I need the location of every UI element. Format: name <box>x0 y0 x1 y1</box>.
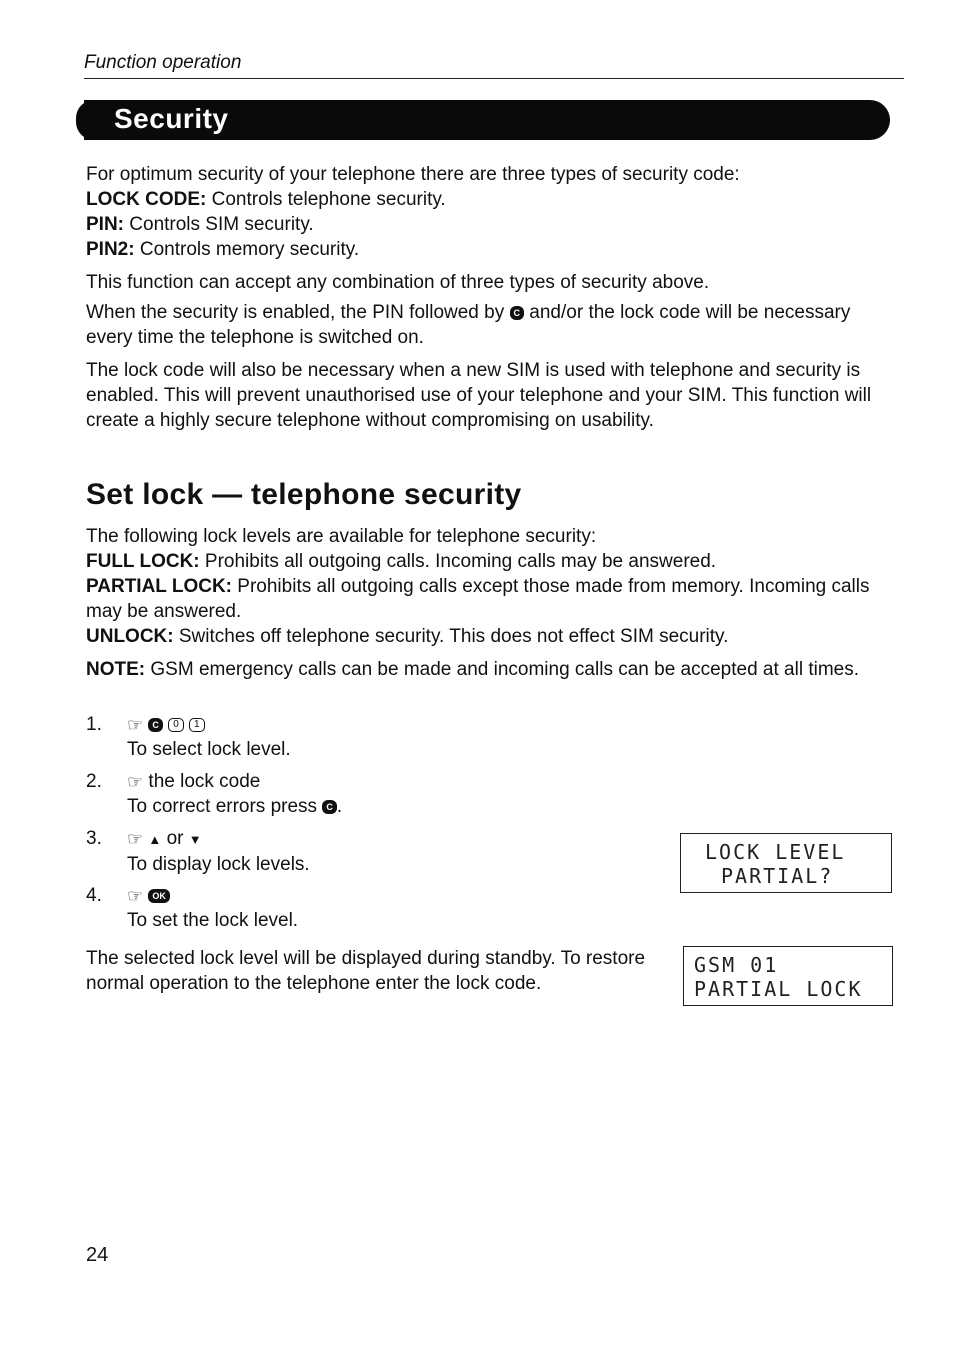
clear-key-icon: C <box>510 306 525 320</box>
step-3-desc: To display lock levels. <box>127 854 310 875</box>
lcd-line-1: LOCK LEVEL <box>705 840 846 864</box>
step-2-desc: To correct errors press C . <box>127 796 343 817</box>
partial-lock-def: PARTIAL LOCK: Prohibits all outgoing calls except those made from memory. Incoming calls may be answered. <box>86 576 870 622</box>
note-paragraph: NOTE: GSM emergency calls can be made and incoming calls can be accepted at all times. <box>86 659 860 680</box>
full-lock-def: FULL LOCK: Prohibits all outgoing calls. Incoming calls may be answered. <box>86 551 717 572</box>
step-4 <box>127 883 298 933</box>
section-name: Function operation <box>84 52 242 73</box>
lock-code-def: LOCK CODE: Controls telephone security. <box>86 189 446 210</box>
lock-levels <box>86 524 886 649</box>
clear-key-icon: C <box>322 800 337 814</box>
standby-paragraph: The selected lock level will be displayed during standby. To restore normal operation to the telephone enter the lock code. <box>86 948 646 994</box>
section-banner <box>84 100 890 140</box>
pointing-hand-icon: ☞ <box>127 886 144 906</box>
enabled-paragraph: When the security is enabled, the PIN followed by C and/or the lock code will be necessary every time the telephone is switched on. <box>86 302 851 348</box>
lcd-lock-level <box>680 833 892 893</box>
pointing-hand-icon: ☞ <box>127 829 144 849</box>
lock-code-paragraph: The lock code will also be necessary when a new SIM is used with telephone and security is enabled. This will prevent unauthorised use of your telephone and your SIM. This function will create a highly secure telephone without compromising on usability. <box>86 360 872 431</box>
key-1-icon: 1 <box>189 718 205 732</box>
step-4-keys <box>127 883 298 908</box>
levels-intro: The following lock levels are available for telephone security: <box>86 526 597 547</box>
running-header <box>84 52 904 79</box>
lcd-line-2: PARTIAL? <box>721 864 834 888</box>
pointing-hand-icon: ☞ <box>127 772 144 792</box>
lcd-line-1: GSM 01 <box>694 953 779 977</box>
intro-line: For optimum security of your telephone there are three types of security code: <box>86 164 740 185</box>
up-arrow-key-icon: ▲ <box>148 832 162 847</box>
step-1-desc: To select lock level. <box>127 739 291 760</box>
step-3-number: 3. <box>86 828 102 849</box>
step-4-number: 4. <box>86 885 102 906</box>
clear-key-icon: C <box>148 718 163 732</box>
combination-paragraph: This function can accept any combination of three types of security above. <box>86 272 710 293</box>
step-1 <box>127 712 291 762</box>
intro-paragraph <box>86 162 886 262</box>
step-2-line: ☞ the lock code <box>127 769 342 794</box>
lcd-line-2: PARTIAL LOCK <box>694 977 863 1001</box>
down-arrow-key-icon: ▼ <box>188 832 202 847</box>
section-title: Set lock — telephone security <box>86 478 522 511</box>
step-1-number: 1. <box>86 714 102 735</box>
unlock-def: UNLOCK: Switches off telephone security. This does not effect SIM security. <box>86 626 729 647</box>
step-2 <box>127 769 342 819</box>
pin2-def: PIN2: Controls memory security. <box>86 239 360 260</box>
step-1-keys <box>127 712 291 737</box>
page-number: 24 <box>86 1244 109 1266</box>
pin-def: PIN: Controls SIM security. <box>86 214 314 235</box>
step-4-desc: To set the lock level. <box>127 910 299 931</box>
step-3 <box>127 826 310 877</box>
lcd-standby <box>683 946 893 1006</box>
banner-title: Security <box>114 103 229 134</box>
ok-key-icon: OK <box>148 889 170 903</box>
key-0-icon: 0 <box>168 718 184 732</box>
pointing-hand-icon: ☞ <box>127 715 144 735</box>
step-3-keys: ☞ ▲ or ▼ <box>127 826 310 852</box>
step-2-number: 2. <box>86 771 102 792</box>
